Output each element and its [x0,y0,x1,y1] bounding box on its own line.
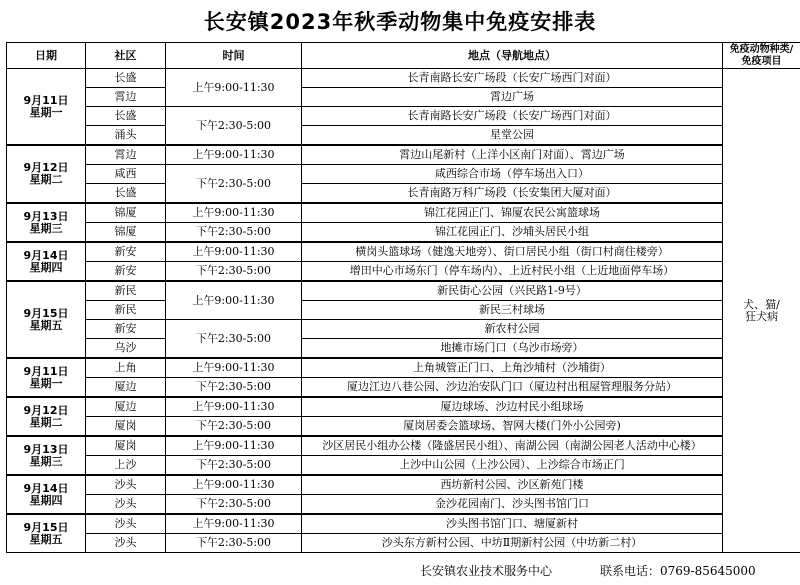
location-cell: 西坊新村公园、沙区新苑门楼 [302,475,723,495]
community-cell: 新民 [86,281,166,301]
table-row [7,126,800,146]
weekday-label: 星期五 [29,532,63,546]
location-cell: 长青南路万科广场段（长安集团大厦对面） [302,184,723,204]
location-cell: 上角城管正门口、上角沙埔村（沙埔街） [302,358,723,378]
table-row [7,417,800,437]
footer-organization: 长安镇农业技术服务中心 [420,564,553,578]
community-cell: 霄边 [86,88,166,107]
date-label: 9月12日 [23,403,69,417]
table-row [7,378,800,398]
time-cell: 上午9:00-11:30 [166,203,302,223]
date-label: 9月14日 [23,248,69,262]
date-label: 9月13日 [23,442,69,456]
table-row [7,145,800,165]
date-label: 9月11日 [23,364,69,378]
community-cell: 长盛 [86,107,166,126]
animal-type-cell [723,69,800,553]
location-cell: 厦岗居委会篮球场、智网大楼(门外小公园旁) [302,417,723,437]
location-cell: 新农村公园 [302,320,723,339]
community-cell: 锦厦 [86,223,166,243]
date-cell [7,358,86,397]
location-cell: 星堂公园 [302,126,723,146]
schedule-body [7,69,800,553]
time-cell: 上午9:00-11:30 [166,358,302,378]
footer-phone: 联系电话：0769-85645000 [600,564,756,578]
location-cell: 长青南路长安广场段（长安广场西门对面） [302,69,723,88]
time-cell: 下午2:30-5:00 [166,223,302,243]
table-row [7,165,800,184]
location-cell: 新民三村球场 [302,301,723,320]
community-cell: 新安 [86,320,166,339]
date-label: 9月15日 [23,306,69,320]
time-cell: 上午9:00-11:30 [166,514,302,534]
community-cell: 咸西 [86,165,166,184]
weekday-label: 星期一 [29,376,63,390]
location-cell: 沙区居民小组办公楼（隆盛居民小组）、南湖公园（南湖公园老人活动中心楼） [302,436,723,456]
community-cell: 厦岗 [86,417,166,437]
time-cell: 上午9:00-11:30 [166,242,302,262]
table-row [7,436,800,456]
time-cell: 下午2:30-5:00 [166,417,302,437]
time-cell: 上午9:00-11:30 [166,475,302,495]
date-cell [7,145,86,203]
time-cell: 上午9:00-11:30 [166,145,302,165]
location-cell: 横岗头篮球场（健逸天地旁）、街口居民小组（街口村商住楼旁） [302,242,723,262]
table-row [7,514,800,534]
date-label: 9月11日 [23,93,69,107]
community-cell: 新安 [86,242,166,262]
table-row [7,534,800,553]
community-cell: 长盛 [86,69,166,88]
location-cell: 地摊市场门口（乌沙市场旁） [302,339,723,359]
location-cell: 咸西综合市场（停车场出入口） [302,165,723,184]
header-animal-type [723,43,800,69]
weekday-label: 星期二 [29,173,63,186]
table-row [7,495,800,515]
table-row [7,223,800,243]
time-cell: 下午2:30-5:00 [166,534,302,553]
weekday-label: 星期五 [29,318,63,332]
community-cell: 沙头 [86,495,166,515]
header-row [7,43,800,69]
time-cell: 上午9:00-11:30 [166,281,302,320]
date-cell [7,436,86,475]
header-community: 社区 [86,43,166,69]
location-cell: 增田中心市场东门（停车场内）、上近村民小组（上近地面停车场） [302,262,723,282]
date-label: 9月15日 [23,520,69,534]
date-cell [7,281,86,358]
community-cell: 厦岗 [86,436,166,456]
table-row [7,339,800,359]
time-cell: 下午2:30-5:00 [166,378,302,398]
table-row [7,242,800,262]
location-cell: 霄边广场 [302,88,723,107]
time-cell: 下午2:30-5:00 [166,262,302,282]
table-row [7,88,800,107]
location-cell: 霄边山尾新村（上洋小区南门对面）、霄边广场 [302,145,723,165]
community-cell: 沙头 [86,534,166,553]
community-cell: 厦边 [86,378,166,398]
community-cell: 上角 [86,358,166,378]
date-cell [7,397,86,436]
location-cell: 锦江花园正门、锦厦农民公寓篮球场 [302,203,723,223]
table-row [7,203,800,223]
table-row [7,107,800,126]
location-cell: 沙头东方新村公园、中坊Ⅱ期新村公园（中坊新二村） [302,534,723,553]
header-location: 地点（导航地点） [302,43,723,69]
table-row [7,301,800,320]
animal-type-line2: 狂犬病 [745,309,778,323]
community-cell: 新民 [86,301,166,320]
table-row [7,358,800,378]
community-cell: 乌沙 [86,339,166,359]
time-cell: 上午9:00-11:30 [166,397,302,417]
community-cell: 涌头 [86,126,166,146]
date-label: 9月12日 [23,161,69,174]
date-cell [7,203,86,242]
location-cell: 锦江花园正门、沙埔头居民小组 [302,223,723,243]
table-row [7,475,800,495]
time-cell: 下午2:30-5:00 [166,495,302,515]
table-row [7,281,800,301]
animal-type-line1: 犬、猫/ [743,297,780,311]
community-cell: 霄边 [86,145,166,165]
table-row [7,397,800,417]
page-title: 长安镇2023年秋季动物集中免疫安排表 [203,10,597,34]
location-cell: 厦边球场、沙边村民小组球场 [302,397,723,417]
time-cell: 下午2:30-5:00 [166,165,302,204]
date-cell [7,475,86,514]
table-row [7,456,800,476]
location-cell: 金沙花园南门、沙头图书馆门口 [302,495,723,515]
table-row [7,184,800,204]
weekday-label: 星期四 [29,260,63,274]
time-cell: 下午2:30-5:00 [166,320,302,359]
location-cell: 新民街心公园（兴民路1-9号） [302,281,723,301]
header-animal-type-line1: 免疫动物种类/ [729,43,794,55]
weekday-label: 星期二 [29,415,63,429]
time-cell: 上午9:00-11:30 [166,69,302,107]
date-cell [7,69,86,146]
table-row [7,262,800,282]
header-time: 时间 [166,43,302,69]
table-row [7,320,800,339]
date-label: 9月13日 [23,209,69,223]
community-cell: 长盛 [86,184,166,204]
weekday-label: 星期四 [29,493,63,507]
header-animal-type-line2: 免疫项目 [741,55,782,67]
location-cell: 长青南路长安广场段（长安广场西门对面） [302,107,723,126]
weekday-label: 星期三 [29,454,63,468]
community-cell: 上沙 [86,456,166,476]
date-cell [7,514,86,553]
schedule-table [6,42,800,553]
date-label: 9月14日 [23,481,69,495]
time-cell: 上午9:00-11:30 [166,436,302,456]
community-cell: 厦边 [86,397,166,417]
location-cell: 厦边江边八巷公园、沙边治安队门口（厦边村出租屋管理服务分站） [302,378,723,398]
community-cell: 沙头 [86,514,166,534]
community-cell: 锦厦 [86,203,166,223]
time-cell: 下午2:30-5:00 [166,456,302,476]
community-cell: 沙头 [86,475,166,495]
date-cell [7,242,86,281]
location-cell: 上沙中山公园（上沙公园）、上沙综合市场正门 [302,456,723,476]
location-cell: 沙头图书馆门口、塘厦新村 [302,514,723,534]
time-cell: 下午2:30-5:00 [166,107,302,146]
weekday-label: 星期三 [29,221,63,235]
table-row [7,69,800,88]
weekday-label: 星期一 [29,105,63,119]
header-date: 日期 [7,43,86,69]
community-cell: 新安 [86,262,166,282]
